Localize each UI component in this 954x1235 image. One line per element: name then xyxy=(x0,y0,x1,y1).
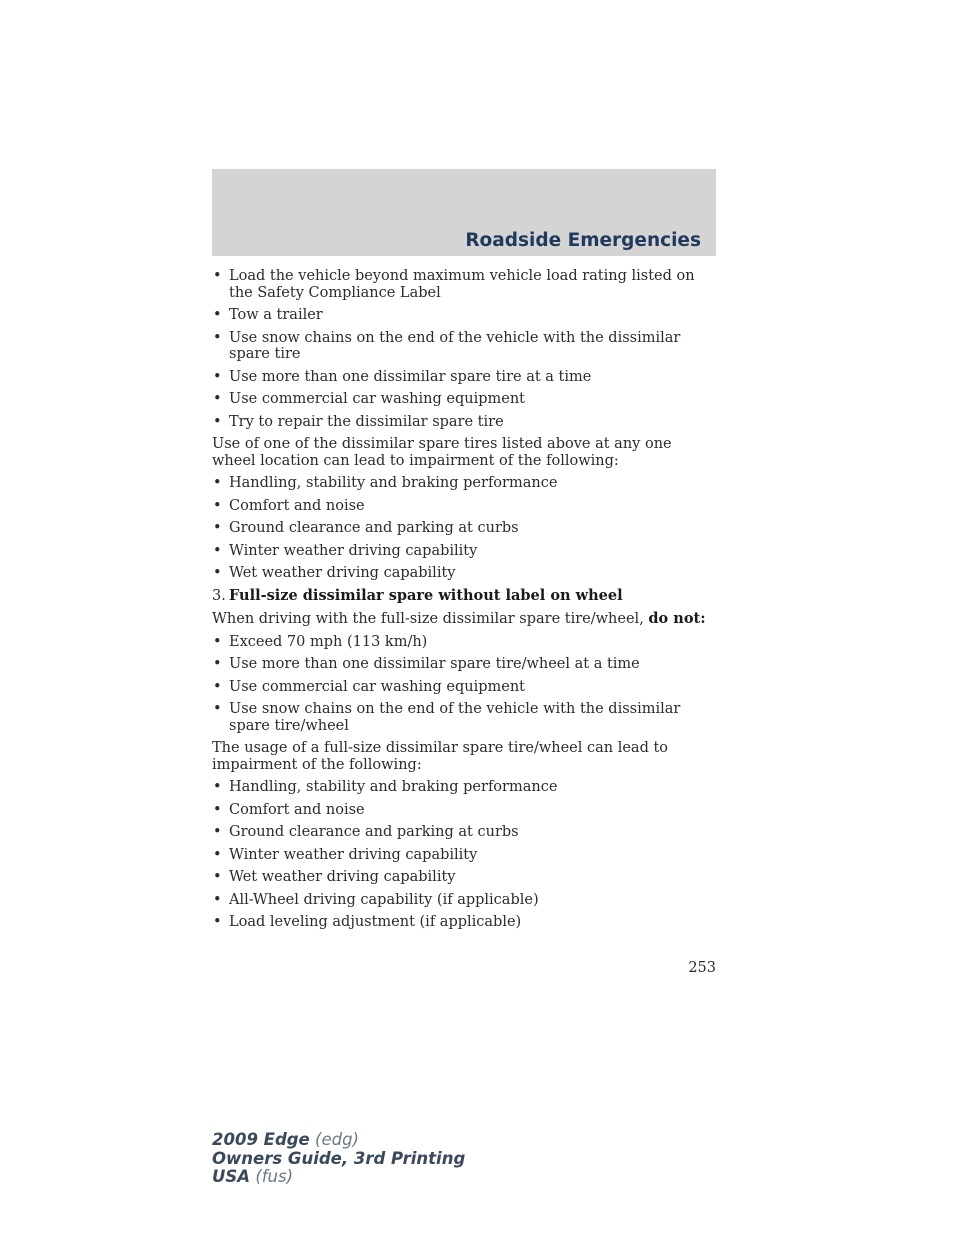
list-item: • Exceed 70 mph (113 km/h) xyxy=(212,634,712,651)
list-item: • Use commercial car washing equipment xyxy=(212,391,712,408)
list-item: • Use more than one dissimilar spare tire/wheel at a time xyxy=(212,656,712,673)
full-size-restrictions-list xyxy=(212,634,712,735)
section-number: 3. xyxy=(212,587,226,604)
list-item: • Load the vehicle beyond maximum vehicle load rating listed on the Safety Compliance Label xyxy=(212,268,712,301)
list-item: • Ground clearance and parking at curbs xyxy=(212,520,712,537)
list-item: • Comfort and noise xyxy=(212,802,712,819)
section-header xyxy=(212,169,716,256)
list-item: • Winter weather driving capability xyxy=(212,543,712,560)
list-item: • Wet weather driving capability xyxy=(212,869,712,886)
list-item: • All-Wheel driving capability (if applicable) xyxy=(212,892,712,909)
list-item: • Handling, stability and braking performance xyxy=(212,475,712,492)
do-not-emphasis: do not: xyxy=(648,610,706,627)
list-item: • Try to repair the dissimilar spare tire xyxy=(212,414,712,431)
paragraph-text: When driving with the full-size dissimilar spare tire/wheel, xyxy=(212,611,644,627)
list-item: • Wet weather driving capability xyxy=(212,565,712,582)
paragraph: Use of one of the dissimilar spare tires listed above at any one wheel location can lead to impairment of the following: xyxy=(212,436,672,469)
footer xyxy=(212,1131,465,1187)
section-title: Roadside Emergencies xyxy=(465,230,701,251)
list-item: • Use snow chains on the end of the vehicle with the dissimilar spare tire/wheel xyxy=(212,701,712,734)
footer-line xyxy=(212,1168,465,1187)
page-number: 253 xyxy=(688,960,716,976)
list-item: • Load leveling adjustment (if applicable) xyxy=(212,914,712,931)
section-heading xyxy=(212,588,712,605)
list-item: • Winter weather driving capability xyxy=(212,847,712,864)
footer-model-code: (edg) xyxy=(315,1130,359,1149)
full-size-impairment-list xyxy=(212,779,712,931)
list-item: • Handling, stability and braking performance xyxy=(212,779,712,796)
footer-printing: Owners Guide, 3rd Printing xyxy=(212,1148,466,1168)
footer-line xyxy=(212,1150,465,1169)
list-item: • Use commercial car washing equipment xyxy=(212,679,712,696)
restrictions-list xyxy=(212,268,712,430)
list-item: • Use more than one dissimilar spare tire at a time xyxy=(212,369,712,386)
list-item: • Ground clearance and parking at curbs xyxy=(212,824,712,841)
footer-market-code: (fus) xyxy=(255,1167,294,1186)
paragraph xyxy=(212,611,712,628)
list-item: • Comfort and noise xyxy=(212,498,712,515)
section-heading-text: Full-size dissimilar spare without label on wheel xyxy=(229,586,623,604)
page-content xyxy=(212,268,712,937)
footer-model: 2009 Edge xyxy=(212,1130,310,1149)
footer-market: USA xyxy=(212,1167,251,1186)
impairment-list xyxy=(212,475,712,582)
paragraph: The usage of a full-size dissimilar spare tire/wheel can lead to impairment of the following: xyxy=(212,740,669,773)
footer-line xyxy=(212,1131,465,1150)
list-item: • Use snow chains on the end of the vehicle with the dissimilar spare tire xyxy=(212,330,712,363)
list-item: • Tow a trailer xyxy=(212,307,712,324)
